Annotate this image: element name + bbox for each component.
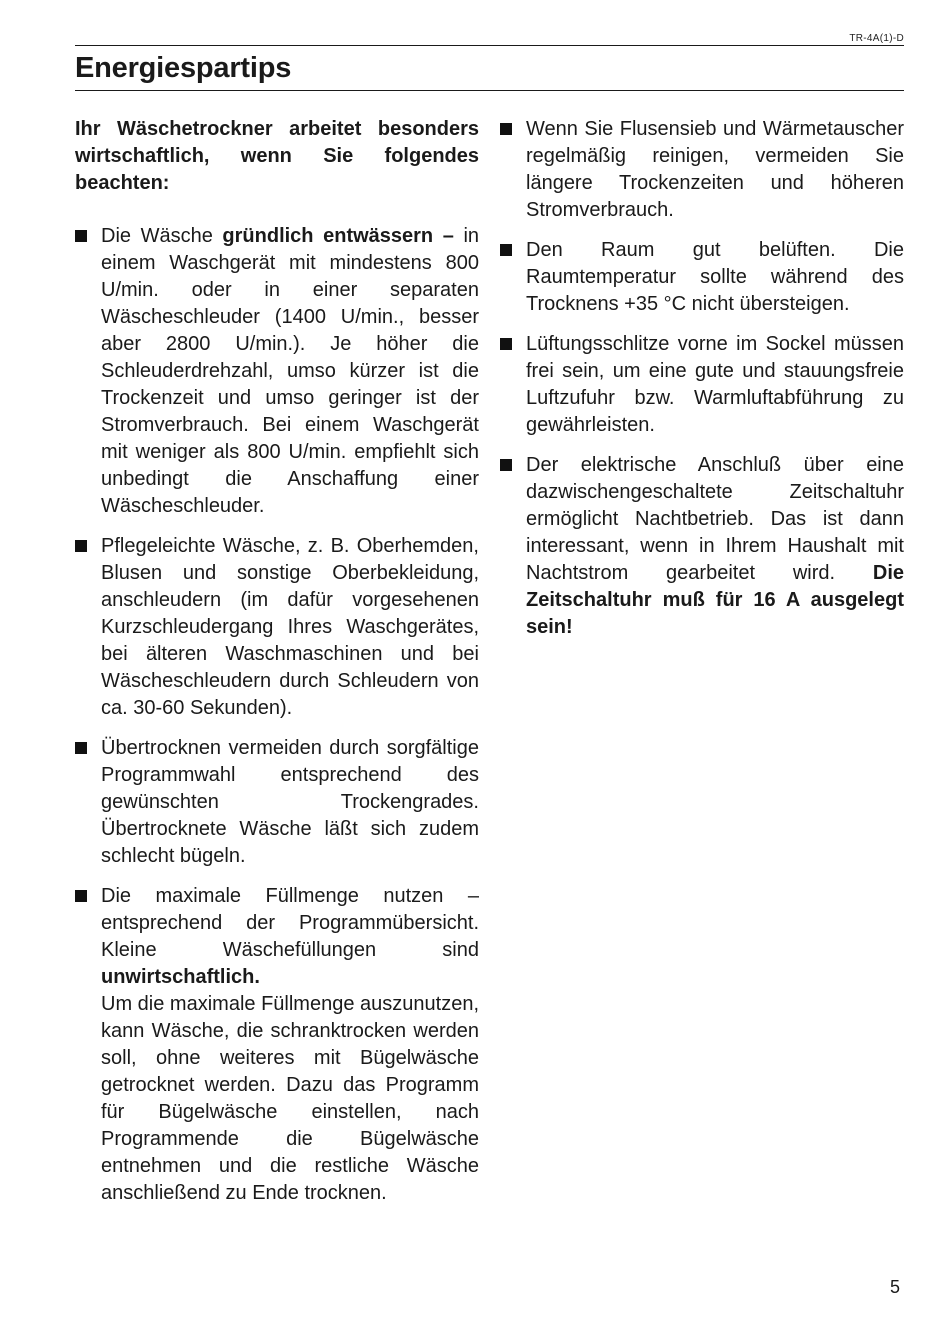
intro-paragraph: Ihr Wäschetrockner arbeitet besonders wirtschaftlich, wenn Sie folgendes beachten: (75, 118, 479, 194)
tip-text: Der elektrische Anschluß über eine dazwischengeschaltete Zeitschaltuhr ermöglicht Nachtbetrieb. Das ist dann interessant, wenn in Ihrem Haushalt mit Nachtstrom gearbeitet wird. Die Zeitschaltuhr muß für 16 A ausgelegt sein! (526, 454, 904, 638)
tip-text: Übertrocknen vermeiden durch sorgfältige Programmwahl entsprechend des gewünschten Trockengrades. Übertrocknete Wäsche läßt sich zudem schlecht bügeln. (101, 737, 479, 867)
tip-item (500, 116, 904, 224)
square-bullet-icon (75, 742, 87, 754)
square-bullet-icon (500, 123, 512, 135)
square-bullet-icon (75, 890, 87, 902)
page-number: 5 (889, 1277, 900, 1297)
square-bullet-icon (75, 230, 87, 242)
tip-item (75, 533, 479, 722)
square-bullet-icon (500, 338, 512, 350)
tip-item (500, 452, 904, 641)
document-code: TR-4A(1)-D (849, 33, 904, 44)
tip-continuation: Um die maximale Füllmenge auszunutzen, kann Wäsche, die schranktrocken werden soll, ohne weiteres mit Bügelwäsche getrocknet werden. Dazu das Programm für Bügelwäsche einstellen, nach Programmende die Bügelwäsche entnehmen und die restliche Wäsche anschließend zu Ende trocknen. (101, 993, 479, 1204)
tip-item (75, 735, 479, 870)
header-rule-top (75, 45, 904, 46)
square-bullet-icon (500, 244, 512, 256)
tip-text: Wenn Sie Flusensieb und Wärmetauscher regelmäßig reinigen, vermeiden Sie längere Trockenzeiten und höheren Stromverbrauch. (526, 118, 904, 221)
tip-text: Den Raum gut belüften. Die Raumtemperatur sollte während des Trocknens +35 °C nicht übersteigen. (526, 239, 904, 315)
right-column (500, 116, 904, 654)
tip-item (500, 331, 904, 439)
tip-item (500, 237, 904, 318)
tip-text: Pflegeleichte Wäsche, z. B. Oberhemden, Blusen und sonstige Oberbekleidung, anschleudern (im dafür vorgesehenen Kurzschleudergang Ihres Waschgerätes, bei älteren Waschmaschinen und bei Wäscheschleudern durch Schleudern von ca. 30-60 Sekunden). (101, 535, 479, 719)
tip-text: Die Wäsche gründlich entwässern – in einem Waschgerät mit mindestens 800 U/min. oder in einer separaten Wäscheschleuder (1400 U/min., besser aber 2800 U/min.). Je höher die Schleuderdrehzahl, umso kürzer ist die Trockenzeit und umso geringer ist der Stromverbrauch. Bei einem Waschgerät mit weniger als 800 U/min. empfiehlt sich unbedingt die Anschaffung einer Wäscheschleuder. (101, 225, 480, 517)
header-rule-bottom (75, 90, 904, 91)
tip-text: Lüftungsschlitze vorne im Sockel müssen frei sein, um eine gute und stauungsfreie Luftzufuhr bzw. Warmluftabführung zu gewährleisten. (526, 333, 904, 436)
square-bullet-icon (500, 459, 512, 471)
tip-text: Die maximale Füllmenge nutzen – entsprechend der Programmübersicht. Kleine Wäschefüllungen sind unwirtschaftlich. Um die maximale Füllmenge auszunutzen, kann Wäsche, die schranktrocken werden soll, ohne weiteres mit Bügelwäsche getrocknet werden. Dazu das Programm für Bügelwäsche einstellen, nach Programmende die Bügelwäsche entnehmen und die restliche Wäsche anschließend zu Ende trocknen. (101, 883, 479, 1207)
square-bullet-icon (75, 540, 87, 552)
page-title: Energiespartips (75, 52, 292, 84)
left-column (75, 116, 479, 1220)
tip-item (75, 883, 479, 1207)
tip-item (75, 223, 479, 520)
